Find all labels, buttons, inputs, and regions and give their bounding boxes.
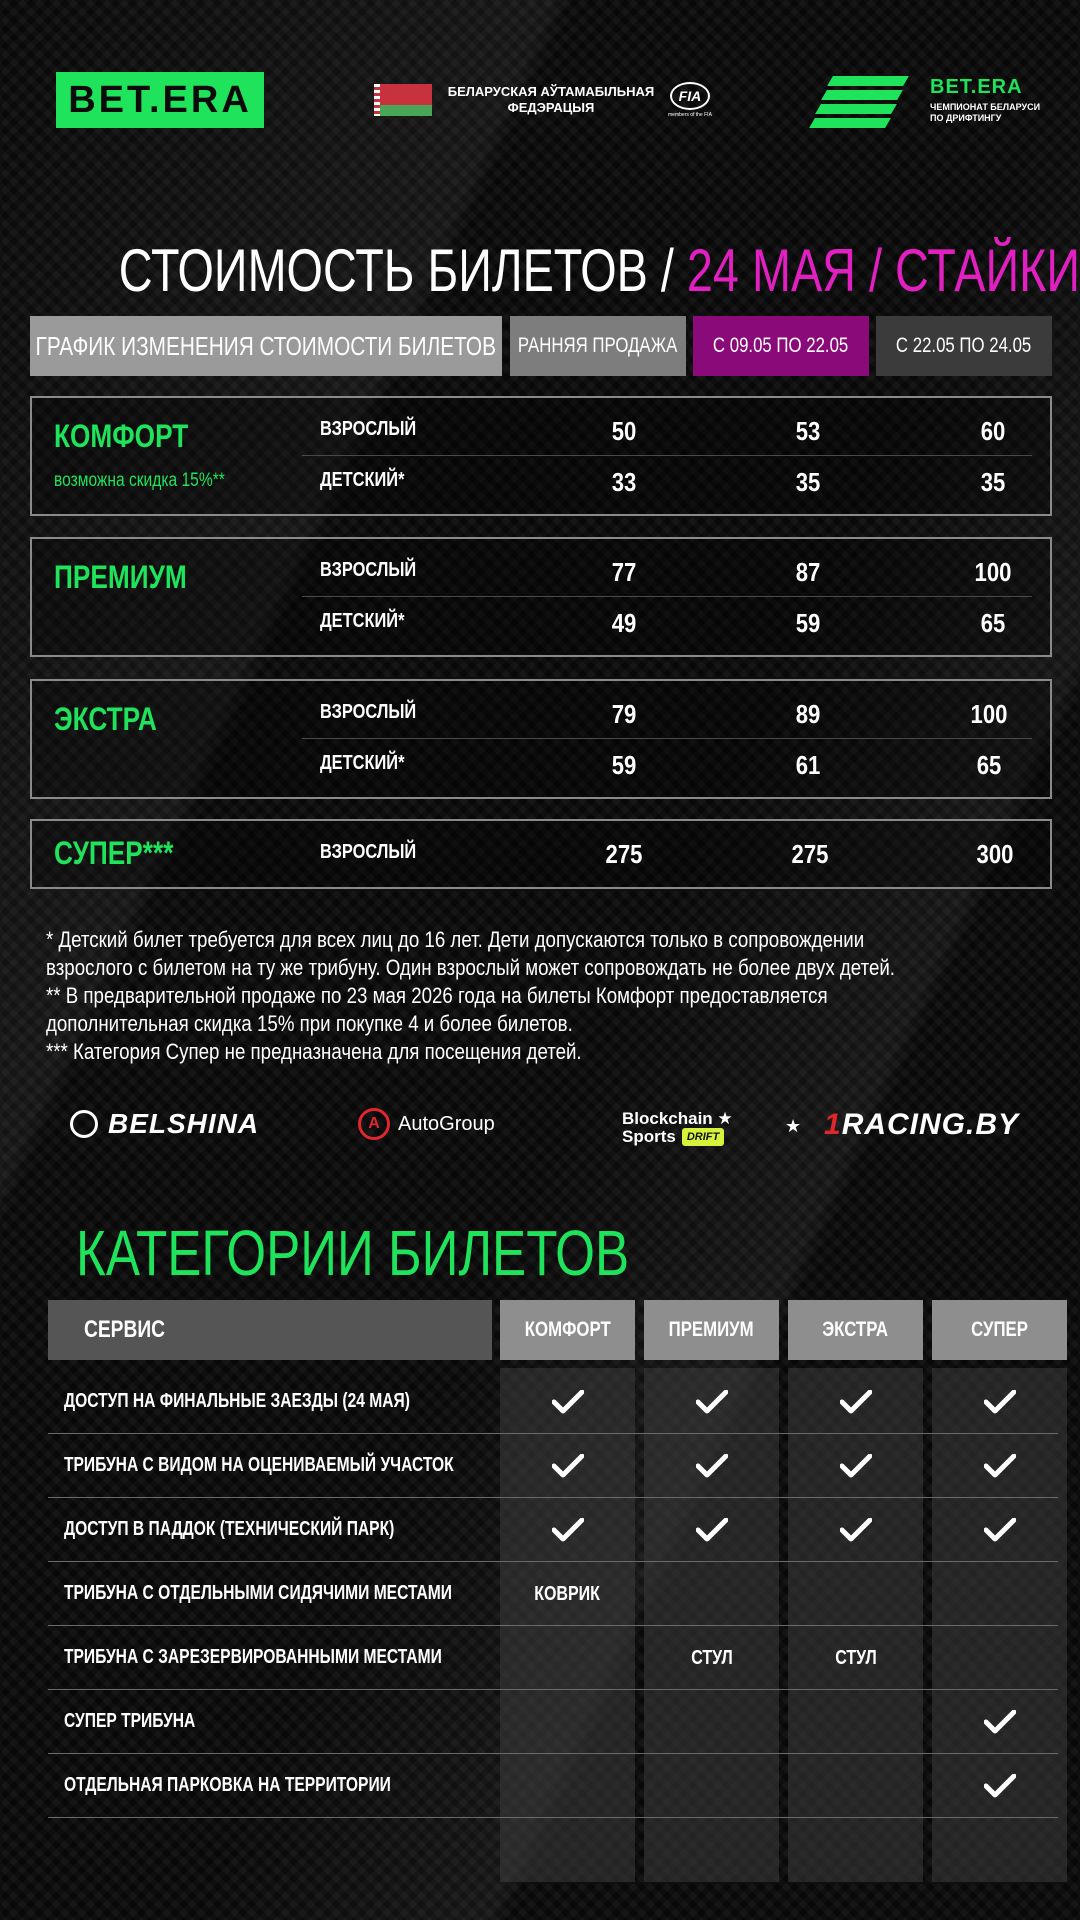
championship-line1: ЧЕМПИОНАТ БЕЛАРУСИ — [930, 102, 1041, 112]
service-cell — [644, 1370, 779, 1434]
price-value: 53 — [795, 416, 821, 446]
championship-brand: BET.ERA — [930, 76, 1023, 98]
price-value: 65 — [980, 608, 1006, 638]
title-main: СТОИМОСТЬ БИЛЕТОВ / — [118, 237, 674, 304]
service-cell-text: СТУЛ — [690, 1646, 733, 1669]
footnote-line: ** В предварительной продаже по 23 мая 2026 года на билеты Комфорт предоставляется — [46, 983, 828, 1008]
service-cell — [500, 1498, 635, 1562]
service-cell-text: СТУЛ — [834, 1646, 877, 1669]
service-cell — [788, 1754, 923, 1818]
price-value: 79 — [611, 699, 637, 729]
price-value: 89 — [795, 699, 821, 729]
check-icon — [552, 1454, 584, 1478]
check-icon — [984, 1774, 1016, 1798]
column-header-extra: ЭКСТРА — [788, 1300, 923, 1360]
service-cell — [932, 1626, 1067, 1690]
price-box-comfort — [30, 396, 1052, 516]
ticket-type-label: ВЗРОСЛЫЙ — [320, 841, 417, 863]
blockchain-line2: Sports — [622, 1127, 676, 1146]
period-late: С 22.05 ПО 24.05 — [876, 316, 1052, 376]
price-row — [302, 457, 1032, 507]
service-cell — [932, 1754, 1067, 1818]
ticket-type-label: ДЕТСКИЙ* — [320, 610, 405, 632]
price-category-name: СУПЕР*** — [54, 835, 174, 871]
discount-note: возможна скидка 15%** — [54, 470, 225, 491]
title-date: 24 МАЯ / СТАЙКИ — [686, 237, 1080, 304]
price-value: 65 — [976, 750, 1002, 780]
ticket-type-label: ВЗРОСЛЫЙ — [320, 701, 417, 723]
column-header-premium: ПРЕМИУМ — [644, 1300, 779, 1360]
service-row — [48, 1370, 1058, 1434]
service-cell — [788, 1370, 923, 1434]
footnote-line: *** Категория Супер не предназначена для посещения детей. — [46, 1039, 582, 1064]
service-cell — [788, 1498, 923, 1562]
price-row — [302, 740, 1032, 790]
betera-logo: BET.ERA — [56, 72, 264, 128]
drift-badge: DRIFT — [682, 1128, 724, 1146]
price-value: 300 — [976, 839, 1014, 869]
check-icon — [696, 1518, 728, 1542]
ticket-type-label: ДЕТСКИЙ* — [320, 752, 405, 774]
price-value: 77 — [611, 557, 637, 587]
period-early: РАННЯЯ ПРОДАЖА — [510, 316, 686, 376]
price-value: 49 — [611, 608, 637, 638]
service-row — [48, 1562, 1058, 1626]
sponsor-blockchain-sports — [622, 1110, 733, 1146]
federation-name — [446, 84, 656, 116]
ticket-type-label: ВЗРОСЛЫЙ — [320, 559, 417, 581]
service-cell — [500, 1690, 635, 1754]
sponsor-belshina — [70, 1108, 259, 1140]
service-label: ТРИБУНА С ЗАРЕЗЕРВИРОВАННЫМИ МЕСТАМИ — [64, 1646, 442, 1668]
footnote-line: взрослого с билетом на ту же трибуну. Один взрослый может сопровождать не более двух детей. — [46, 955, 895, 980]
categories-title: КАТЕГОРИИ БИЛЕТОВ — [76, 1217, 630, 1289]
check-icon — [840, 1390, 872, 1414]
price-row — [302, 829, 1032, 879]
federation-name-line1: БЕЛАРУСКАЯ АЎТАМАБІЛЬНАЯ — [447, 84, 655, 99]
service-cell — [500, 1754, 635, 1818]
price-value: 60 — [980, 416, 1006, 446]
price-value: 87 — [795, 557, 821, 587]
price-category-name: КОМФОРТ — [54, 418, 189, 454]
check-icon — [984, 1390, 1016, 1414]
service-label: ТРИБУНА С ВИДОМ НА ОЦЕНИВАЕМЫЙ УЧАСТОК — [64, 1454, 454, 1476]
sponsor-autogroup-text: AutoGroup — [398, 1112, 495, 1135]
price-row — [302, 406, 1032, 456]
service-cell — [932, 1498, 1067, 1562]
check-icon — [552, 1390, 584, 1414]
service-cell — [644, 1626, 779, 1690]
check-icon — [696, 1390, 728, 1414]
check-icon — [840, 1454, 872, 1478]
service-cell — [788, 1690, 923, 1754]
check-icon — [552, 1518, 584, 1542]
price-value: 35 — [980, 467, 1006, 497]
service-cell — [644, 1498, 779, 1562]
price-value: 35 — [795, 467, 821, 497]
price-value: 61 — [795, 750, 821, 780]
price-row — [302, 547, 1032, 597]
service-row — [48, 1498, 1058, 1562]
service-row — [48, 1754, 1058, 1818]
price-schedule-label: ГРАФИК ИЗМЕНЕНИЯ СТОИМОСТИ БИЛЕТОВ — [30, 316, 502, 376]
page-title — [118, 236, 1080, 305]
price-value: 50 — [611, 416, 637, 446]
service-cell — [644, 1690, 779, 1754]
service-cell-text: КОВРИК — [534, 1582, 601, 1605]
footnote-line: дополнительная скидка 15% при покупке 4 и более билетов. — [46, 1011, 573, 1036]
service-label: ТРИБУНА С ОТДЕЛЬНЫМИ СИДЯЧИМИ МЕСТАМИ — [64, 1582, 452, 1604]
racing-rest: RACING.BY — [841, 1108, 1020, 1141]
price-row — [302, 598, 1032, 648]
column-header-comfort: КОМФОРТ — [500, 1300, 635, 1360]
service-cell — [500, 1434, 635, 1498]
price-category-name: ПРЕМИУМ — [54, 559, 187, 595]
racing-one: 1 — [824, 1108, 842, 1141]
blockchain-line1: Blockchain ★ — [622, 1109, 733, 1128]
service-cell — [788, 1562, 923, 1626]
service-cell — [500, 1370, 635, 1434]
championship-line2: ПО ДРИФТИНГУ — [930, 113, 1002, 123]
column-header-super: СУПЕР — [932, 1300, 1067, 1360]
service-cell — [644, 1754, 779, 1818]
period-mid: С 09.05 ПО 22.05 — [693, 316, 869, 376]
service-cell — [644, 1434, 779, 1498]
footnote-line: * Детский билет требуется для всех лиц до 16 лет. Дети допускаются только в сопровождении — [46, 927, 865, 952]
fia-logo — [668, 82, 712, 118]
service-row — [48, 1626, 1058, 1690]
federation-name-line2: ФЕДЭРАЦЫЯ — [507, 100, 595, 115]
service-cell — [932, 1562, 1067, 1626]
championship-logo — [810, 72, 1040, 128]
service-cell — [932, 1434, 1067, 1498]
fia-logo-sub: members of the FIA — [668, 112, 712, 118]
price-category-name: ЭКСТРА — [54, 701, 157, 737]
service-label: ДОСТУП В ПАДДОК (ТЕХНИЧЕСКИЙ ПАРК) — [64, 1518, 395, 1540]
price-value: 59 — [795, 608, 821, 638]
service-row — [48, 1434, 1058, 1498]
star-icon: ★ — [785, 1116, 802, 1136]
price-value: 275 — [791, 839, 829, 869]
price-box-extra — [30, 679, 1052, 799]
ticket-type-label: ВЗРОСЛЫЙ — [320, 418, 417, 440]
price-value: 100 — [974, 557, 1012, 587]
service-cell — [932, 1370, 1067, 1434]
sponsor-belshina-text: BELSHINA — [108, 1108, 260, 1139]
service-cell — [932, 1690, 1067, 1754]
price-row — [302, 689, 1032, 739]
price-value: 33 — [611, 467, 637, 497]
ticket-type-label: ДЕТСКИЙ* — [320, 469, 405, 491]
check-icon — [984, 1518, 1016, 1542]
belshina-icon — [70, 1110, 98, 1138]
check-icon — [840, 1518, 872, 1542]
service-cell — [788, 1626, 923, 1690]
federation-logo — [374, 82, 712, 118]
service-cell — [500, 1626, 635, 1690]
price-box-premium — [30, 537, 1052, 657]
service-label: СУПЕР ТРИБУНА — [64, 1710, 196, 1732]
price-value: 100 — [970, 699, 1008, 729]
sponsor-autogroup — [358, 1108, 495, 1140]
service-label: ОТДЕЛЬНАЯ ПАРКОВКА НА ТЕРРИТОРИИ — [64, 1774, 391, 1796]
check-icon — [696, 1454, 728, 1478]
footnotes — [46, 926, 1024, 1066]
check-icon — [984, 1454, 1016, 1478]
belarus-flag-icon — [374, 84, 432, 116]
price-value: 275 — [605, 839, 643, 869]
service-cell — [500, 1562, 635, 1626]
championship-mark-icon — [810, 72, 920, 128]
service-header: СЕРВИС — [48, 1300, 492, 1360]
check-icon — [984, 1710, 1016, 1734]
autogroup-icon: A — [358, 1108, 390, 1140]
sponsor-1racing — [824, 1108, 1019, 1142]
service-label: ДОСТУП НА ФИНАЛЬНЫЕ ЗАЕЗДЫ (24 МАЯ) — [64, 1390, 410, 1412]
price-box-super — [30, 819, 1052, 889]
price-value: 59 — [611, 750, 637, 780]
service-cell — [788, 1434, 923, 1498]
service-cell — [644, 1562, 779, 1626]
service-row — [48, 1690, 1058, 1754]
fia-logo-text: FIA — [670, 82, 710, 110]
